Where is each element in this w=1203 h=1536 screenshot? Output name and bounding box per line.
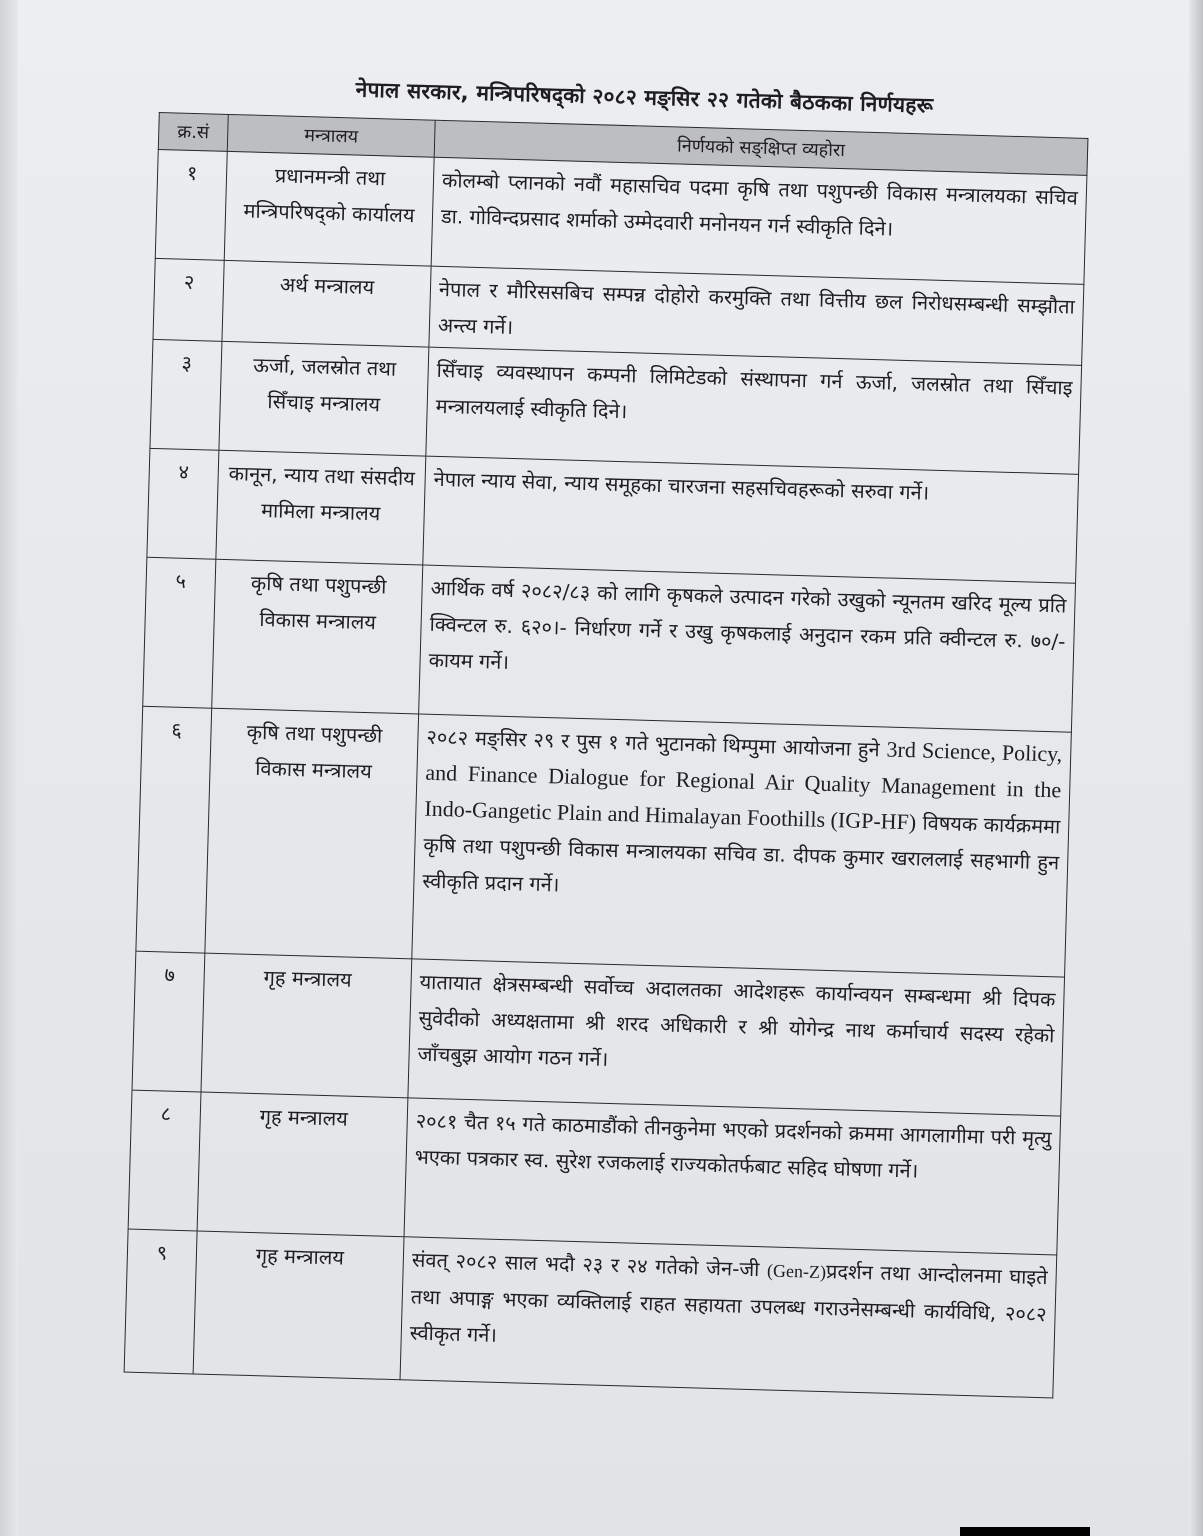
decision-text-nepali: प्रदर्शन तथा आन्दोलनमा घाइते तथा अपाङ्ग भएका व्यक्तिलाई राहत सहायता उपलब्ध गराउनेसम्बन्धी कार्यविधि, २०८२ स्वीकृत गर्ने। — [409, 1259, 1048, 1347]
decision-document — [124, 70, 1090, 1398]
row-decision: कोलम्बो प्लानको नवौं महासचिव पदमा कृषि तथा पशुपन्छी विकास मन्त्रालयका सचिव डा. गोविन्दप्रसाद शर्माको उम्मेदवारी मनोनयन गर्न स्वीकृति दिने। — [431, 157, 1087, 284]
row-ministry: अर्थ मन्त्रालय — [222, 260, 431, 347]
decision-text-nepali: २०८२ मङ्सिर २९ र पुस १ गते भुटानको थिम्पुमा आयोजना हुने — [426, 724, 881, 762]
header-ministry: मन्त्रालय — [227, 114, 435, 157]
row-ministry: गृह मन्त्रालय — [197, 1092, 408, 1237]
row-decision: नेपाल र मौरिससबिच सम्पन्न दोहोरो करमुक्ति तथा वित्तीय छल निरोधसम्बन्धी सम्झौता अन्त्य गर्ने। — [429, 266, 1084, 365]
row-serial-number: ८ — [128, 1090, 201, 1231]
row-decision: सिँचाइ व्यवस्थापन कम्पनी लिमिटेडको संस्थापना गर्न ऊर्जा, जलस्रोत तथा सिँचाइ मन्त्रालयलाई स्वीकृति दिने। — [426, 347, 1082, 474]
decision-text-nepali: संवत् २०८२ साल भदौ २३ र २४ गतेको जेन-जी — [411, 1247, 760, 1282]
decisions-table — [124, 112, 1089, 1398]
scan-edge-bar — [960, 1527, 1090, 1536]
row-ministry: प्रधानमन्त्री तथा मन्त्रिपरिषद्को कार्यालय — [224, 151, 434, 266]
row-serial-number: २ — [153, 258, 224, 341]
row-serial-number: ३ — [150, 339, 222, 450]
row-decision: २०८१ चैत १५ गते काठमाडौंको तीनकुनेमा भएको प्रदर्शनको क्रममा आगलागीमा परी मृत्यु भएका पत्रकार स्व. सुरेश रजकलाई राज्यकोतर्फबाट सहिद घोषणा गर्ने। — [404, 1098, 1061, 1255]
header-serial-number: क्र.सं — [158, 112, 228, 151]
row-serial-number: ७ — [132, 951, 205, 1092]
row-decision: यातायात क्षेत्रसम्बन्धी सर्वोच्च अदालतका आदेशहरू कार्यान्वयन सम्बन्धमा श्री दिपक सुवेदीको अध्यक्षतामा श्री शरद अधिकारी र श्री योगेन्द्र नाथ कर्माचार्य सदस्य रहेको जाँचबुझ आयोग गठन गर्ने। — [408, 959, 1065, 1116]
row-ministry: गृह मन्त्रालय — [201, 953, 412, 1098]
row-decision — [412, 714, 1072, 977]
table-row — [136, 706, 1071, 977]
row-serial-number: ६ — [136, 706, 212, 953]
document-title: नेपाल सरकार, मन्त्रिपरिषद्को २०८२ मङ्सिर २२ गतेको बैठकका निर्णयहरू — [355, 77, 934, 118]
decision-text-english: (Gen-Z) — [766, 1260, 827, 1283]
row-serial-number: ४ — [147, 448, 219, 559]
row-serial-number: १ — [155, 149, 227, 260]
row-decision: नेपाल न्याय सेवा, न्याय समूहका चारजना सहसचिवहरूको सरुवा गर्ने। — [423, 456, 1079, 583]
row-ministry: कृषि तथा पशुपन्छी विकास मन्त्रालय — [205, 708, 419, 959]
table-row — [143, 557, 1076, 732]
row-ministry: गृह मन्त्रालय — [193, 1231, 404, 1380]
row-ministry: कानून, न्याय तथा संसदीय मामिला मन्त्रालय — [216, 450, 426, 565]
row-decision: आर्थिक वर्ष २०८२/८३ को लागि कृषकले उत्पादन गरेको उखुको न्यूनतम खरिद मूल्य प्रति क्विन्टल रु. ६२०।- निर्धारण गर्ने र उखु कृषकलाई अनुदान रकम प्रति क्वीन्टल रु. ७०/- कायम गर्ने। — [419, 565, 1076, 732]
row-serial-number: ९ — [124, 1229, 197, 1374]
decision-text-english: 3rd Science, Policy, and Finance Dialogue for Regional Air Quality Management in the Indo-Gangetic Plain and Himalayan Foothills (IGP-HF) — [424, 736, 1063, 835]
row-ministry: कृषि तथा पशुपन्छी विकास मन्त्रालय — [212, 559, 423, 714]
table-row — [124, 1229, 1057, 1398]
row-serial-number: ५ — [143, 557, 216, 708]
decision-text-nepali: विषयक कार्यक्रममा कृषि तथा पशुपन्छी विकास मन्त्रालयका सचिव डा. दीपक कुमार खराललाई सहभागी हुन स्वीकृति प्रदान गर्ने। — [422, 810, 1061, 897]
table-row — [128, 1090, 1061, 1255]
row-decision — [400, 1237, 1057, 1398]
header-decision: निर्णयको सङ्क्षिप्त व्यहोरा — [434, 120, 1088, 175]
row-ministry: ऊर्जा, जलस्रोत तथा सिँचाइ मन्त्रालय — [219, 341, 429, 456]
table-row — [132, 951, 1065, 1116]
